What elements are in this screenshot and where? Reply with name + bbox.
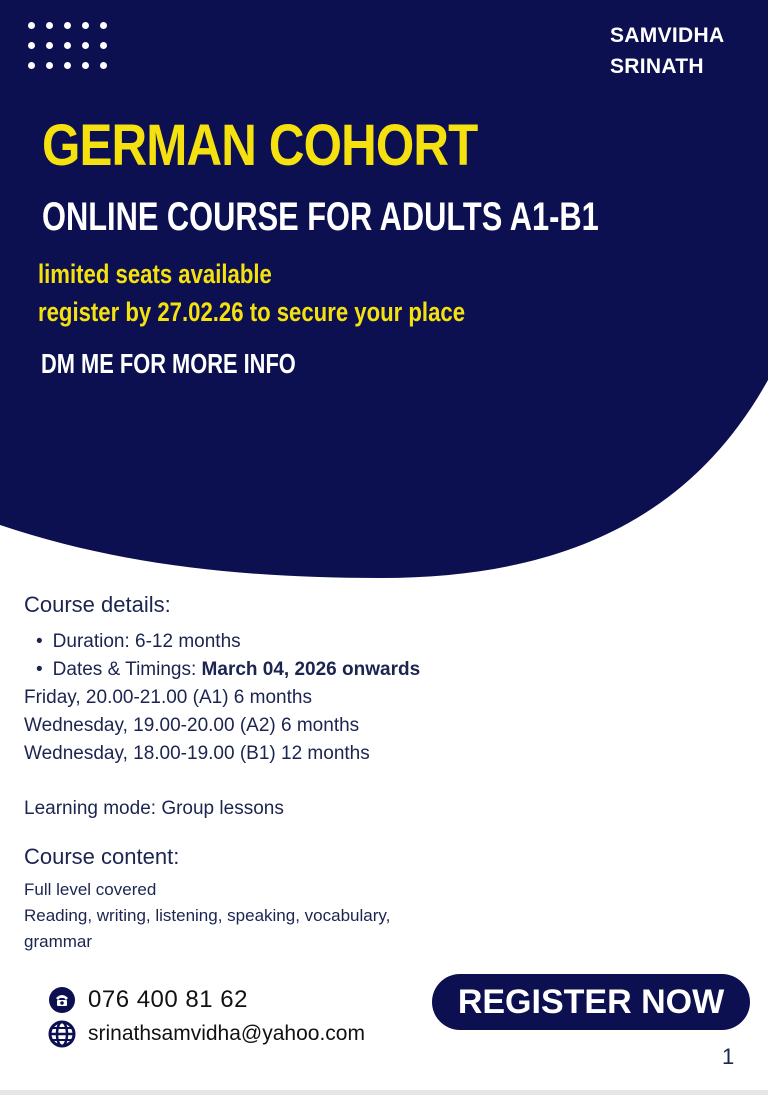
page-subtitle: ONLINE COURSE FOR ADULTS A1-B1 xyxy=(42,195,599,239)
globe-icon xyxy=(48,1020,76,1048)
schedule-list xyxy=(24,684,370,768)
content-line-2: Reading, writing, listening, speaking, vocabulary, xyxy=(24,906,391,925)
page-number: 1 xyxy=(722,1044,735,1069)
start-date: March 04, 2026 onwards xyxy=(201,659,421,680)
course-content-heading: Course content: xyxy=(24,844,180,869)
content-line-3: grammar xyxy=(24,932,93,951)
register-deadline-text: register by 27.02.26 to secure your place xyxy=(38,297,466,327)
email-address: srinathsamvidha@yahoo.com xyxy=(88,1022,365,1045)
author-name xyxy=(610,20,724,82)
schedule-a2: Wednesday, 19.00-20.00 (A2) 6 months xyxy=(24,715,360,736)
learning-mode: Learning mode: Group lessons xyxy=(24,798,284,819)
decorative-dots xyxy=(28,22,114,69)
schedule-b1: Wednesday, 18.00-19.00 (B1) 12 months xyxy=(24,743,370,764)
phone-contact[interactable] xyxy=(48,986,248,1014)
seats-notice xyxy=(38,255,465,331)
phone-number: 076 400 81 62 xyxy=(88,986,248,1013)
phone-icon xyxy=(48,986,76,1014)
bottom-divider xyxy=(0,1090,768,1095)
course-details-list xyxy=(36,628,420,684)
author-first-name: SAMVIDHA xyxy=(610,24,725,47)
course-content-text xyxy=(24,877,390,955)
page-title: GERMAN COHORT xyxy=(42,113,478,178)
email-contact[interactable] xyxy=(48,1020,365,1048)
duration-item: • Duration: 6-12 months xyxy=(36,628,420,656)
content-line-1: Full level covered xyxy=(24,880,157,899)
seats-limited-text: limited seats available xyxy=(38,259,272,289)
register-now-button[interactable]: REGISTER NOW xyxy=(432,974,750,1030)
author-last-name: SRINATH xyxy=(610,55,704,78)
dates-item: • Dates & Timings: March 04, 2026 onwards xyxy=(36,656,420,684)
dm-info-text: DM ME FOR MORE INFO xyxy=(41,348,296,379)
course-details-heading: Course details: xyxy=(24,592,171,617)
schedule-a1: Friday, 20.00-21.00 (A1) 6 months xyxy=(24,687,312,708)
